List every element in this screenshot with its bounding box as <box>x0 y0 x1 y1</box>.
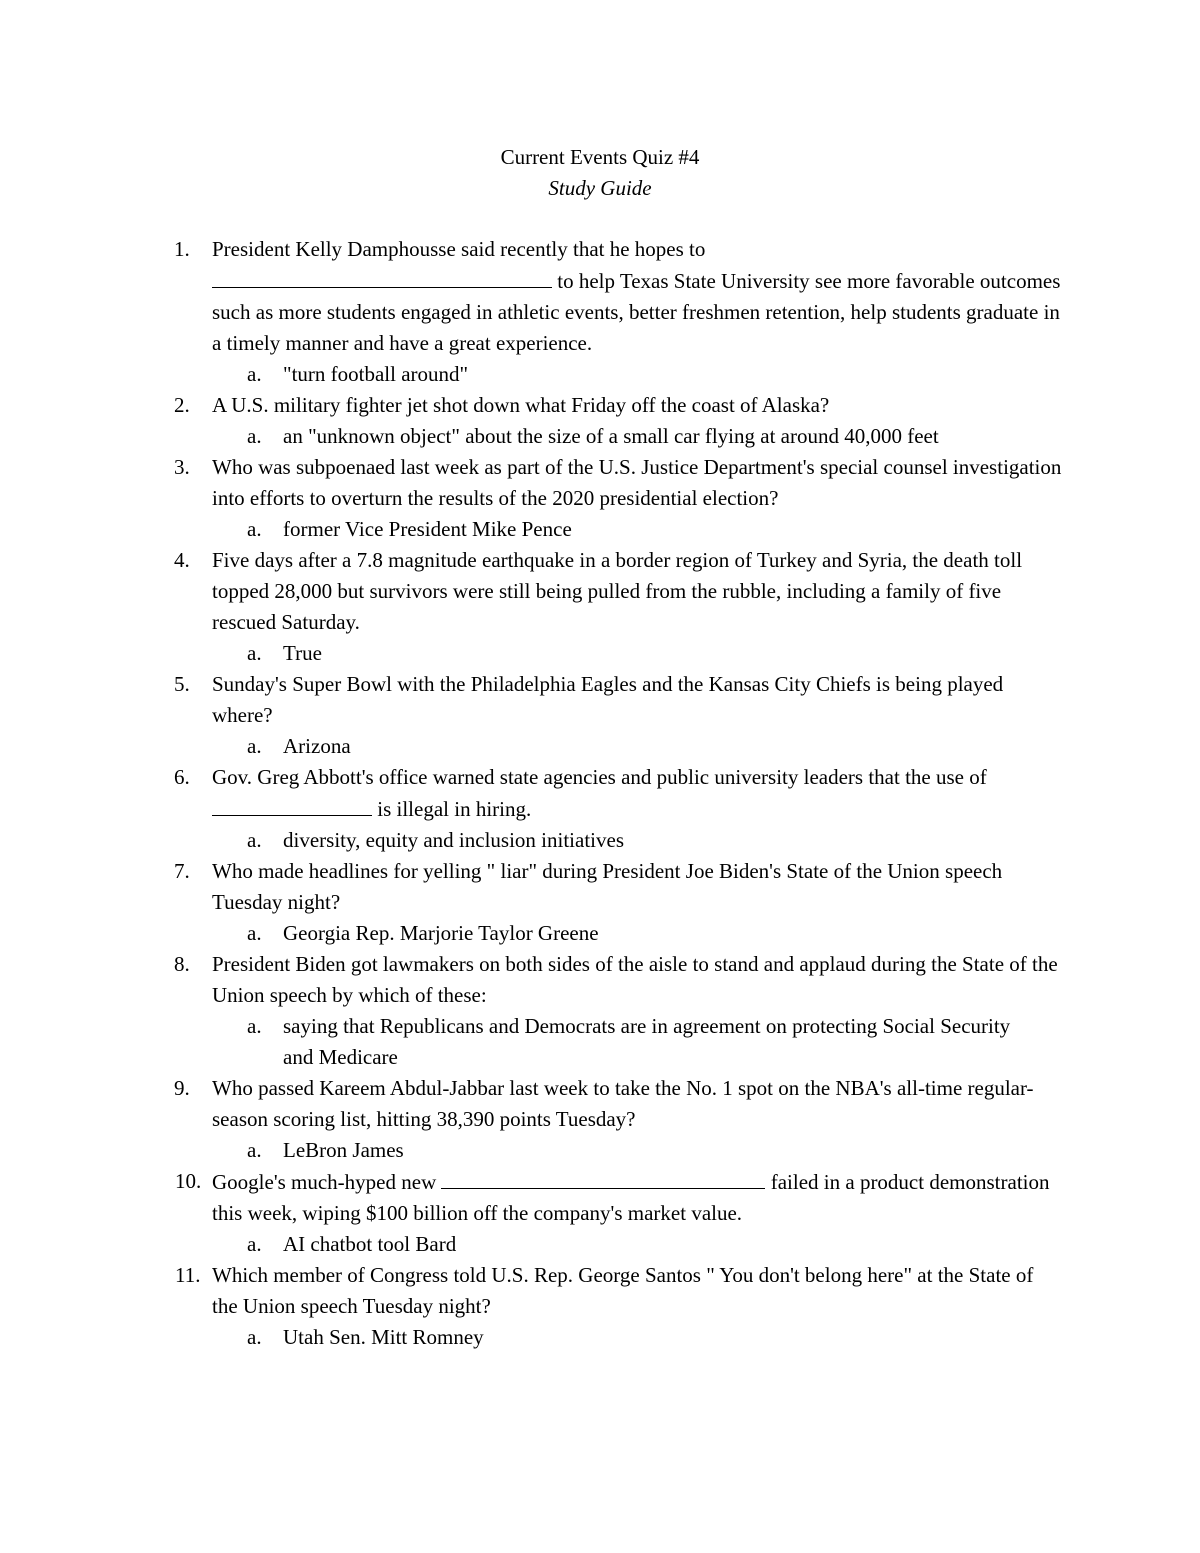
question-text: Sunday's Super Bowl with the Philadelphia Eagles and the Kansas City Chiefs is being played where? <box>212 672 1004 727</box>
answer-item <box>0 1135 1200 1166</box>
fill-in-blank <box>441 1166 765 1189</box>
question-text-part: failed in a product demonstration this week, wiping $100 billion off the company's market value. <box>212 1170 1050 1225</box>
question-number: 5. <box>174 672 190 696</box>
question-item <box>0 234 1200 359</box>
question-text-part: Gov. Greg Abbott's office warned state agencies and public university leaders that the use of <box>212 765 987 789</box>
question-item <box>0 1260 1200 1322</box>
question-number: 1. <box>174 237 190 261</box>
fill-in-blank <box>212 265 552 288</box>
question-list <box>0 234 1200 1353</box>
answer-letter: a. <box>247 1014 262 1038</box>
answer-text: "turn football around" <box>283 362 469 386</box>
answer-text: Arizona <box>283 734 351 758</box>
question-text <box>212 234 1064 359</box>
answer-item <box>0 514 1200 545</box>
question-number: 4. <box>174 548 190 572</box>
question-number: 11. <box>175 1263 201 1287</box>
question-text: President Biden got lawmakers on both sides of the aisle to stand and applaud during the State of the Union speech by which of these: <box>212 952 1058 1007</box>
question-item <box>0 1073 1200 1135</box>
document-title: Current Events Quiz #4 <box>500 145 700 169</box>
answer-letter: a. <box>247 1138 262 1162</box>
question-item <box>0 1166 1200 1229</box>
question-item <box>0 949 1200 1011</box>
document-subtitle: Study Guide <box>548 176 652 200</box>
answer-item <box>0 638 1200 669</box>
answer-text: Georgia Rep. Marjorie Taylor Greene <box>283 921 599 945</box>
answer-letter: a. <box>247 641 262 665</box>
answer-text: True <box>283 641 322 665</box>
answer-item <box>0 825 1200 856</box>
answer-text: diversity, equity and inclusion initiatives <box>283 828 625 852</box>
question-number: 7. <box>174 859 190 883</box>
answer-letter: a. <box>247 1232 262 1256</box>
fill-in-blank <box>212 793 372 816</box>
question-number: 3. <box>174 455 190 479</box>
question-number: 9. <box>174 1076 190 1100</box>
question-item <box>0 669 1200 731</box>
answer-item <box>0 359 1200 390</box>
answer-letter: a. <box>247 734 262 758</box>
answer-item <box>0 421 1200 452</box>
answer-text: Utah Sen. Mitt Romney <box>283 1325 484 1349</box>
answer-text: saying that Republicans and Democrats are in agreement on protecting Social Security and Medicare <box>283 1014 1011 1069</box>
question-number: 8. <box>174 952 190 976</box>
question-text: Who was subpoenaed last week as part of the U.S. Justice Department's special counsel investigation into efforts to overturn the results of the 2020 presidential election? <box>212 455 1062 510</box>
question-text: Who made headlines for yelling " liar" during President Joe Biden's State of the Union speech Tuesday night? <box>212 859 1003 914</box>
answer-item <box>0 918 1200 949</box>
answer-letter: a. <box>247 362 262 386</box>
question-item <box>0 390 1200 421</box>
answer-item <box>0 731 1200 762</box>
answer-letter: a. <box>247 828 262 852</box>
answer-item <box>0 1011 1200 1073</box>
answer-item <box>0 1322 1200 1353</box>
question-text-part: is illegal in hiring. <box>372 797 532 821</box>
answer-text: former Vice President Mike Pence <box>283 517 572 541</box>
question-item <box>0 452 1200 514</box>
question-text-part: to help Texas State University see more favorable outcomes such as more students engaged in athletic events, better freshmen retention, help students graduate in a timely manner and have a great experience. <box>212 269 1061 355</box>
question-text-part: President Kelly Damphousse said recently that he hopes to <box>212 237 706 261</box>
question-text <box>212 762 1064 825</box>
question-text <box>212 1166 1064 1229</box>
question-text: Which member of Congress told U.S. Rep. George Santos " You don't belong here" at the State of the Union speech Tuesday night? <box>212 1263 1034 1318</box>
question-text: Who passed Kareem Abdul-Jabbar last week to take the No. 1 spot on the NBA's all-time regular-season scoring list, hitting 38,390 points Tuesday? <box>212 1076 1034 1131</box>
question-item <box>0 545 1200 638</box>
answer-letter: a. <box>247 424 262 448</box>
answer-text: LeBron James <box>283 1138 404 1162</box>
answer-text: an "unknown object" about the size of a small car flying at around 40,000 feet <box>283 424 939 448</box>
question-text-part: Google's much-hyped new <box>212 1170 442 1194</box>
question-number: 10. <box>175 1169 202 1193</box>
answer-text: AI chatbot tool Bard <box>283 1232 457 1256</box>
answer-letter: a. <box>247 1325 262 1349</box>
question-text: A U.S. military fighter jet shot down what Friday off the coast of Alaska? <box>212 393 830 417</box>
answer-item <box>0 1229 1200 1260</box>
question-text: Five days after a 7.8 magnitude earthquake in a border region of Turkey and Syria, the death toll topped 28,000 but survivors were still being pulled from the rubble, including a family of five rescued Saturday. <box>212 548 1023 634</box>
question-number: 6. <box>174 765 190 789</box>
question-number: 2. <box>174 393 190 417</box>
answer-letter: a. <box>247 517 262 541</box>
question-item <box>0 856 1200 918</box>
answer-letter: a. <box>247 921 262 945</box>
question-item <box>0 762 1200 825</box>
